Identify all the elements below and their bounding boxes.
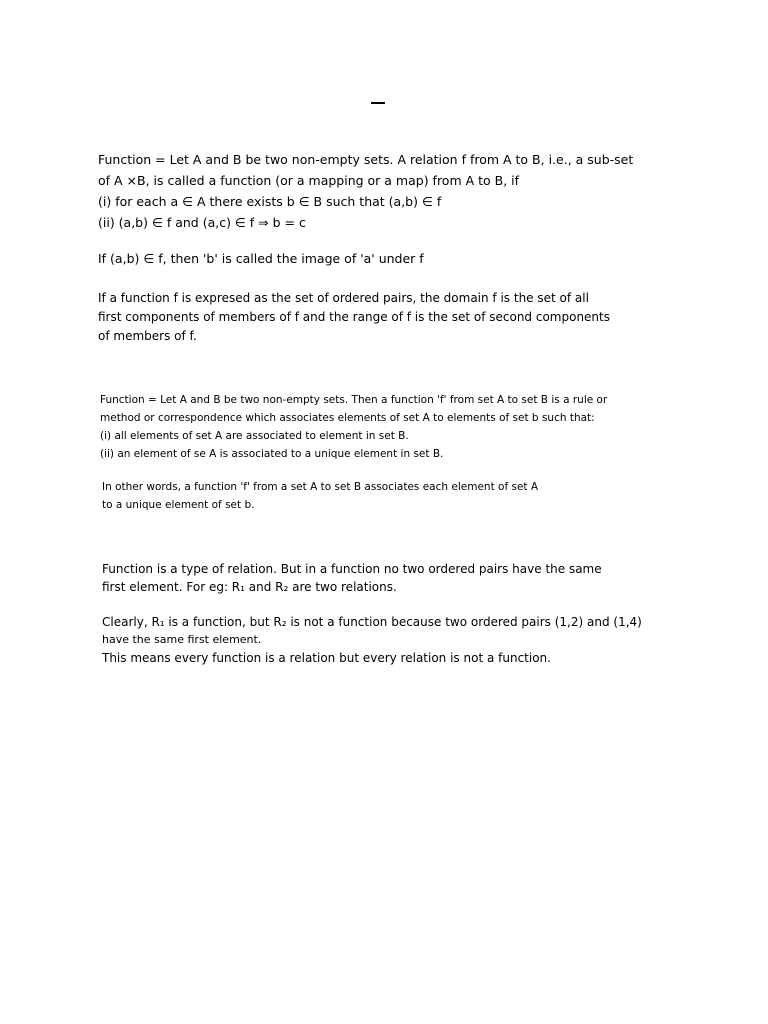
text-line: In other words, a function 'f' from a set A to set B associates each element of set A — [102, 481, 539, 493]
text-line: Function = Let A and B be two non-empty sets. Then a function 'f' from set A to set B is a rule or — [100, 394, 608, 406]
clearly-paragraph — [102, 613, 712, 667]
relation-paragraph — [102, 560, 712, 596]
text-line: have the same first element. — [102, 633, 262, 646]
domain-range-paragraph — [98, 289, 708, 346]
text-line: This means every function is a relation but every relation is not a function. — [102, 651, 551, 665]
function-definition-1 — [98, 149, 708, 233]
text-line: of A ×B, is called a function (or a mapping or a map) from A to B, if — [98, 173, 520, 188]
text-line: Clearly, R₁ is a function, but R₂ is not a function because two ordered pairs (1,2) and (1,4) — [102, 615, 642, 629]
image-definition — [98, 251, 708, 266]
text-line: If a function f is expresed as the set of ordered pairs, the domain f is the set of all — [98, 291, 589, 305]
text-line: first element. For eg: R₁ and R₂ are two relations. — [102, 580, 397, 594]
condition-ii: (ii) (a,b) ∈ f and (a,c) ∈ f ⇒ b = c — [98, 215, 306, 230]
text-line: method or correspondence which associates elements of set A to elements of set b such that: — [100, 412, 595, 424]
title-dash — [371, 102, 385, 104]
function-definition-2 — [100, 391, 710, 463]
other-words-paragraph — [102, 478, 712, 514]
condition-i: (i) for each a ∈ A there exists b ∈ B such that (a,b) ∈ f — [98, 194, 442, 209]
text-line: of members of f. — [98, 329, 197, 343]
text-line: to a unique element of set b. — [102, 499, 255, 511]
text-line: If (a,b) ∈ f, then 'b' is called the image of 'a' under f — [98, 251, 424, 266]
text-line: first components of members of f and the range of f is the set of second components — [98, 310, 610, 324]
text-line: Function = Let A and B be two non-empty sets. A relation f from A to B, i.e., a sub-set — [98, 152, 634, 167]
condition-i: (i) all elements of set A are associated to element in set B. — [100, 430, 409, 442]
text-line: Function is a type of relation. But in a function no two ordered pairs have the same — [102, 562, 602, 576]
condition-ii: (ii) an element of se A is associated to a unique element in set B. — [100, 448, 444, 460]
